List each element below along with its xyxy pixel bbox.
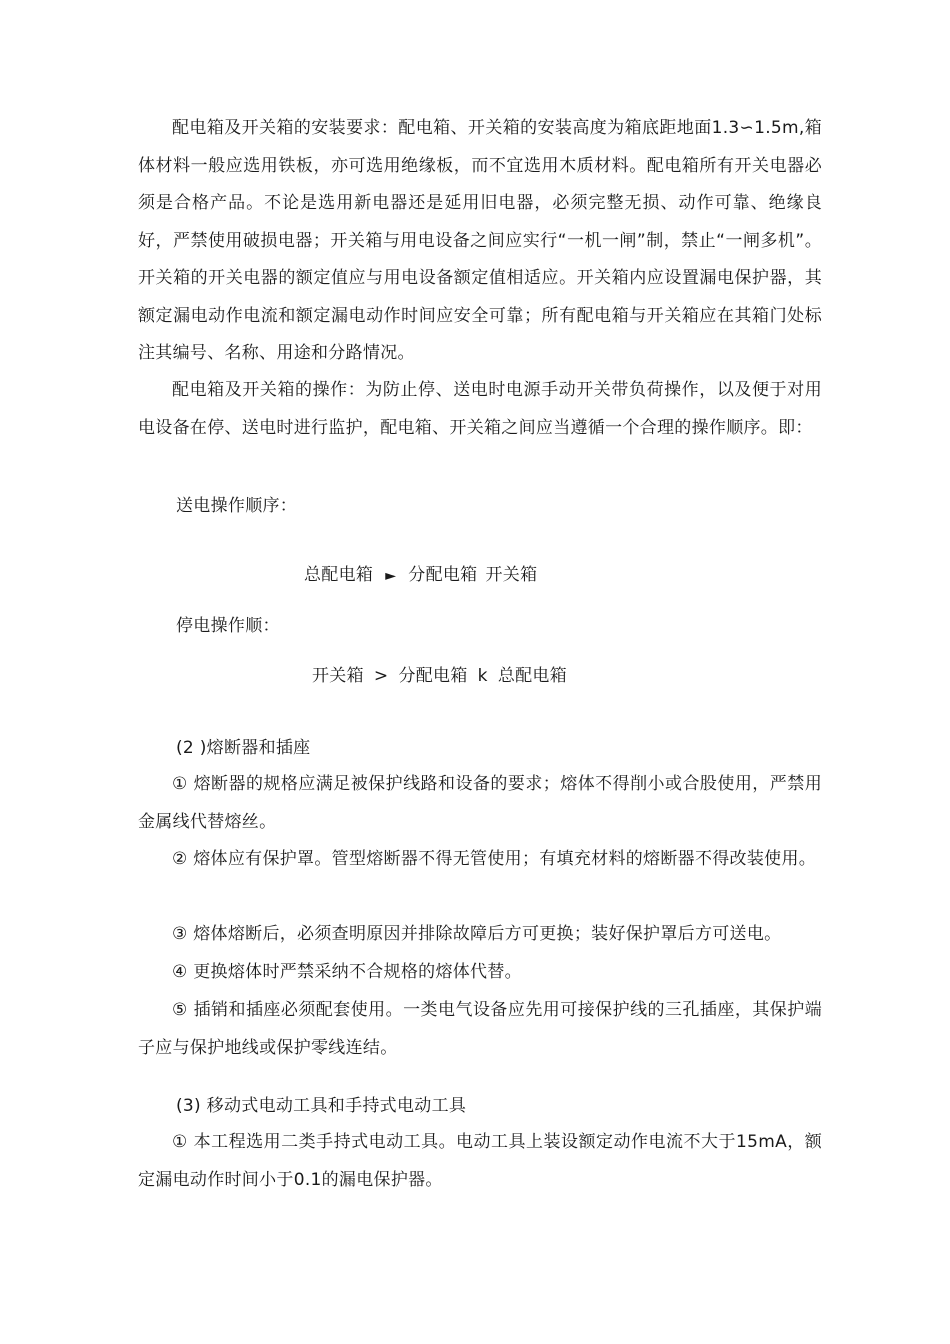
section-2-item-2: ② 熔体应有保护罩。管型熔断器不得无管使用；有填充材料的熔断器不得改装使用。 [172,849,817,869]
section-2-heading: (2 )熔断器和插座 [176,738,311,758]
section-2-item-5: ⑤ 插销和插座必须配套使用。一类电气设备应先用可接保护线的三孔插座，其保护端子应与保护地线或保护零线连结。 [138,1000,822,1058]
paragraph-install-requirements: 配电箱及开关箱的安装要求：配电箱、开关箱的安装高度为箱底距地面1.3∽1.5m,箱体材料一般应选用铁板，亦可选用绝缘板，而不宜选用木质材料。配电箱所有开关电器必须是合格产品。不论是选用新电器还是延用旧电器，必须完整无损、动作可靠、绝缘良好，严禁使用破损电器；开关箱与用电设备之间应实行“一机一闸”制，禁止“一闸多机”。开关箱的开关电器的额定值应与用电设备额定值相适应。开关箱内应设置漏电保护器，其额定漏电动作电流和额定漏电动作时间应安全可靠；所有配电箱与开关箱应在其箱门处标注其编号、名称、用途和分路情况。 [138,118,822,363]
section-2-item-4: ④ 更换熔体时严禁采纳不合规格的熔体代替。 [172,962,522,982]
triangle-arrow-icon: ► [385,568,397,584]
power-on-step-main-box: 总配电箱 [304,565,374,585]
chevron-arrow-icon: > [373,666,389,686]
section-3-heading: (3) 移动式电动工具和手持式电动工具 [176,1096,467,1116]
power-off-label: 停电操作顺： [176,616,280,636]
power-on-step-sub-box: 分配电箱 [408,565,478,585]
power-off-step-sub-box: 分配电箱 [398,666,468,686]
power-off-separator: k [477,666,488,686]
power-off-sequence [312,664,567,688]
power-on-sequence [304,563,537,588]
power-on-step-switch-box: 开关箱 [485,565,538,585]
section-3-item-1: ① 本工程选用二类手持式电动工具。电动工具上装设额定动作电流不大于15mA，额定漏电动作时间小于0.1的漏电保护器。 [138,1132,822,1190]
paragraph-operation: 配电箱及开关箱的操作：为防止停、送电时电源手动开关带负荷操作，以及便于对用电设备在停、送电时进行监护，配电箱、开关箱之间应当遵循一个合理的操作顺序。即： [138,380,822,438]
power-on-label: 送电操作顺序： [176,496,298,516]
power-off-step-main-box: 总配电箱 [497,666,568,686]
section-2-item-1: ① 熔断器的规格应满足被保护线路和设备的要求；熔体不得削小或合股使用，严禁用金属线代替熔丝。 [138,774,822,832]
power-off-step-switch-box: 开关箱 [312,666,364,686]
section-2-item-3: ③ 熔体熔断后，必须查明原因并排除故障后方可更换；装好保护罩后方可送电。 [172,924,782,944]
